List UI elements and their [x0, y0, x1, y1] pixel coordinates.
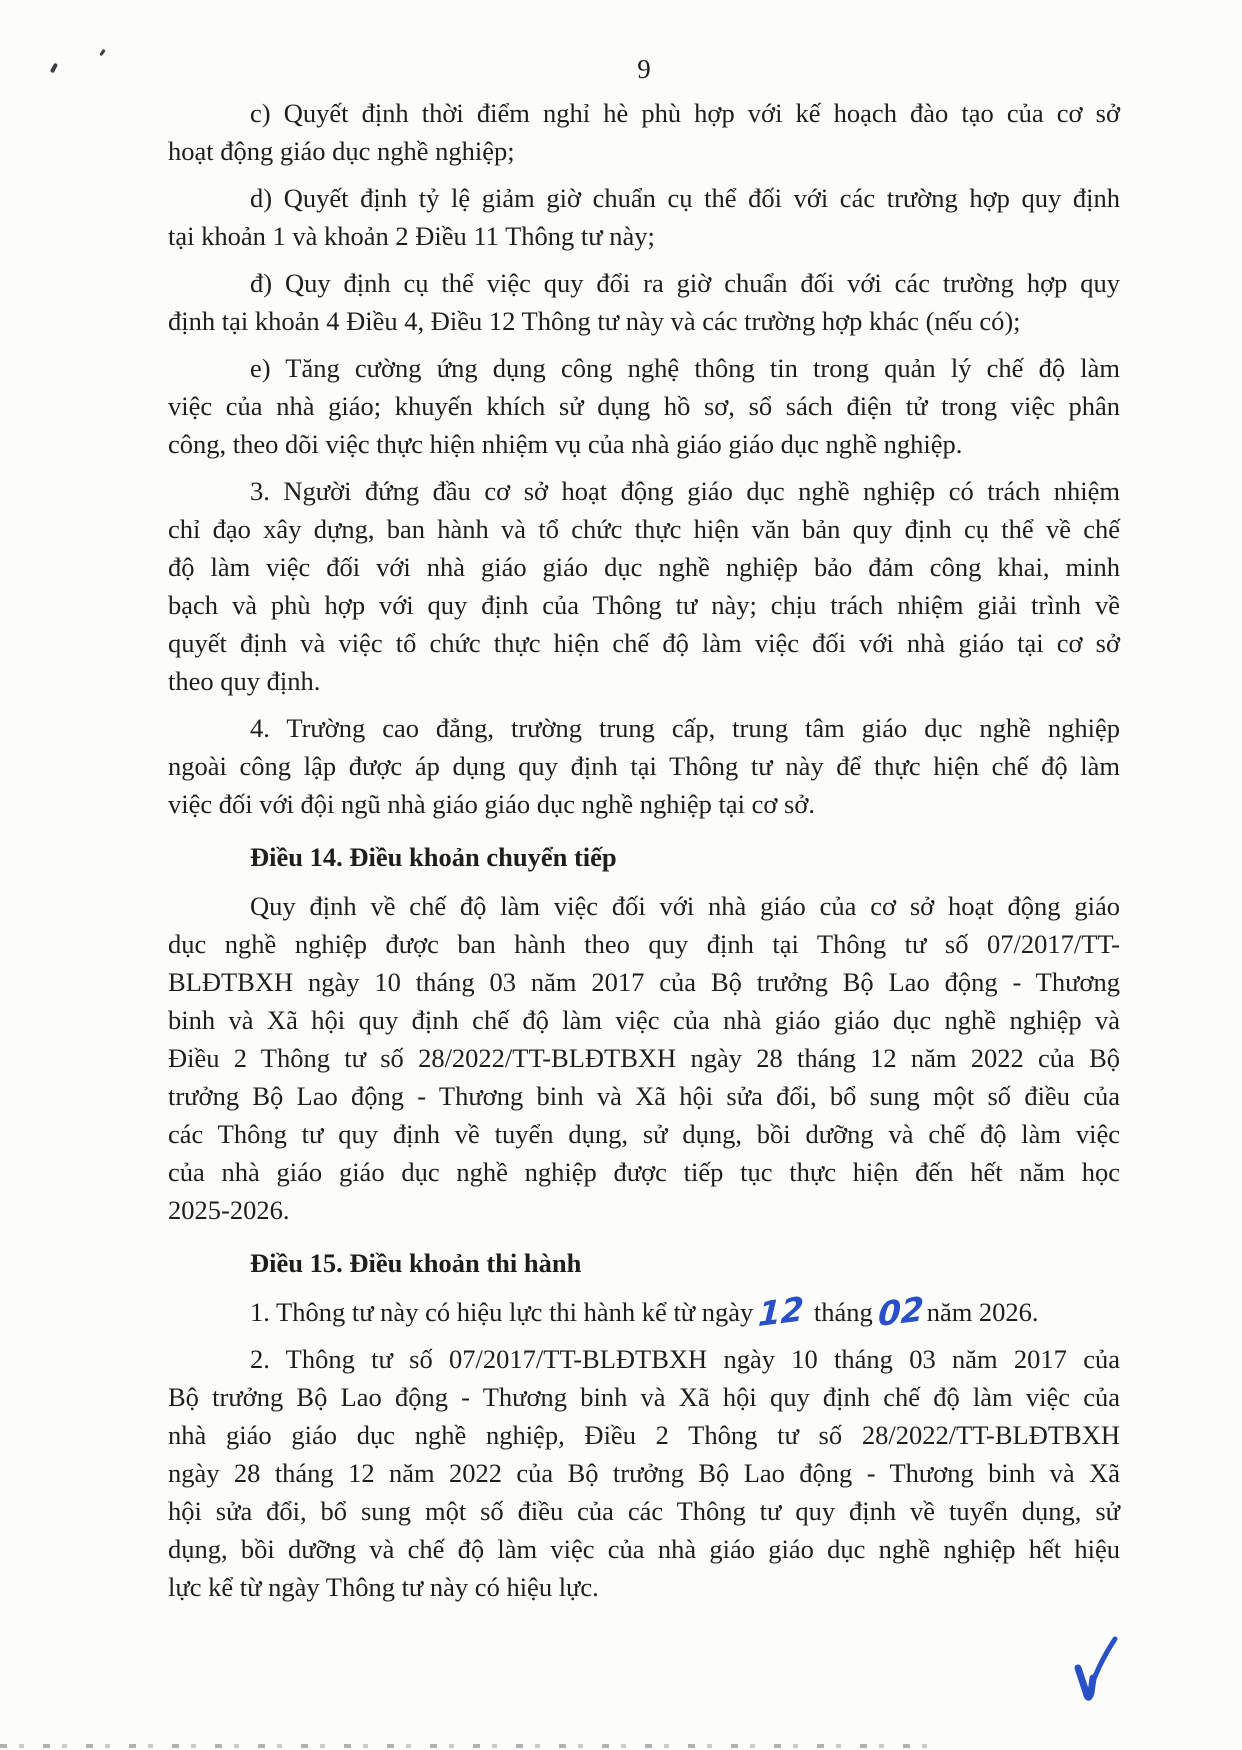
text-line: c) Quyết định thời điểm nghỉ hè phù hợp với kế hoạch đào tạo của cơ sở: [250, 98, 1120, 128]
text-line: dụng, bồi dưỡng và chế độ làm việc của nhà giáo giáo dục nghề nghiệp hết hiệu: [168, 1534, 1120, 1564]
text-line: 2025-2026.: [168, 1195, 290, 1225]
text-line: d) Quyết định tỷ lệ giảm giờ chuẩn cụ thể đối với các trường hợp quy định: [250, 183, 1120, 213]
text-line: quyết định và việc tổ chức thực hiện chế độ làm việc đối với nhà giáo tại cơ sở: [168, 628, 1120, 658]
text-line: chỉ đạo xây dựng, ban hành và tổ chức thực hiện văn bản quy định cụ thể về chế: [168, 514, 1120, 544]
text-segment: năm 2026.: [926, 1297, 1039, 1327]
text-line: việc đối với đội ngũ nhà giáo giáo dục nghề nghiệp tại cơ sở.: [168, 789, 815, 819]
text-line: Điều 2 Thông tư số 28/2022/TT-BLĐTBXH ngày 28 tháng 12 năm 2022 của Bộ: [168, 1043, 1120, 1073]
text-line: e) Tăng cường ứng dụng công nghệ thông tin trong quản lý chế độ làm: [250, 353, 1120, 383]
text-line: 4. Trường cao đẳng, trường trung cấp, trung tâm giáo dục nghề nghiệp: [250, 713, 1120, 743]
text-line: công, theo dõi việc thực hiện nhiệm vụ của nhà giáo giáo dục nghề nghiệp.: [168, 429, 963, 459]
text-line: bạch và phù hợp với quy định của Thông tư này; chịu trách nhiệm giải trình về: [168, 590, 1120, 620]
text-line: ngày 28 tháng 12 năm 2022 của Bộ trưởng Bộ Lao động - Thương binh và Xã: [168, 1458, 1120, 1488]
paragraph: [168, 349, 1120, 463]
paragraph: [168, 179, 1120, 255]
text-line: của nhà giáo giáo dục nghề nghiệp được tiếp tục thực hiện đến hết năm học: [168, 1157, 1120, 1187]
handwritten-month: 02: [876, 1288, 925, 1335]
text-line: định tại khoản 4 Điều 4, Điều 12 Thông tư này và các trường hợp khác (nếu có);: [168, 306, 1021, 336]
text-line: tại khoản 1 và khoản 2 Điều 11 Thông tư này;: [168, 221, 655, 251]
ink-speck: [50, 63, 58, 74]
text-line: Quy định về chế độ làm việc đối với nhà giáo của cơ sở hoạt động giáo: [250, 891, 1120, 921]
text-line: đ) Quy định cụ thể việc quy đổi ra giờ chuẩn đối với các trường hợp quy: [250, 268, 1120, 298]
handwritten-day: 12: [757, 1288, 806, 1335]
text-line: [168, 1288, 1120, 1335]
document-body: [168, 94, 1120, 1606]
handwritten-checkmark-icon: [1062, 1632, 1134, 1712]
text-line: trưởng Bộ Lao động - Thương binh và Xã hội sửa đổi, bổ sung một số điều của: [168, 1081, 1120, 1111]
text-line: BLĐTBXH ngày 10 tháng 03 năm 2017 của Bộ trưởng Bộ Lao động - Thương: [168, 967, 1120, 997]
article-heading: [168, 838, 1120, 876]
paragraph: [168, 1288, 1120, 1335]
paragraph: [168, 472, 1120, 700]
text-line: lực kể từ ngày Thông tư này có hiệu lực.: [168, 1572, 599, 1602]
text-line: 2. Thông tư số 07/2017/TT-BLĐTBXH ngày 10 tháng 03 năm 2017 của: [250, 1344, 1120, 1374]
text-line: các Thông tư quy định về tuyển dụng, sử dụng, bồi dưỡng và chế độ làm việc: [168, 1119, 1120, 1149]
paragraph: [168, 1340, 1120, 1606]
paragraph: [168, 887, 1120, 1229]
text-line: Điều 15. Điều khoản thi hành: [250, 1248, 582, 1278]
paragraph: [168, 709, 1120, 823]
ink-speck: [99, 49, 105, 56]
text-line: hội sửa đổi, bổ sung một số điều của các Thông tư quy định về tuyển dụng, sử: [168, 1496, 1120, 1526]
paragraph: [168, 94, 1120, 170]
text-line: Điều 14. Điều khoản chuyển tiếp: [250, 842, 617, 872]
text-line: theo quy định.: [168, 666, 321, 696]
page-number: 9: [637, 54, 651, 84]
paragraph: [168, 264, 1120, 340]
text-line: độ làm việc đối với nhà giáo giáo dục nghề nghiệp bảo đảm công khai, minh: [168, 552, 1120, 582]
text-line: dục nghề nghiệp được ban hành theo quy định tại Thông tư số 07/2017/TT-: [168, 929, 1120, 959]
text-line: việc của nhà giáo; khuyến khích sử dụng hồ sơ, sổ sách điện tử trong việc phân: [168, 391, 1120, 421]
text-segment: 1. Thông tư này có hiệu lực thi hành kể từ ngày: [250, 1297, 754, 1327]
text-line: Bộ trưởng Bộ Lao động - Thương binh và Xã hội quy định chế độ làm việc của: [168, 1382, 1120, 1412]
text-segment: tháng: [807, 1297, 873, 1327]
text-line: hoạt động giáo dục nghề nghiệp;: [168, 136, 515, 166]
article-heading: [168, 1244, 1120, 1282]
text-line: ngoài công lập được áp dụng quy định tại Thông tư này để thực hiện chế độ làm: [168, 751, 1120, 781]
text-line: nhà giáo giáo dục nghề nghiệp, Điều 2 Thông tư số 28/2022/TT-BLĐTBXH: [168, 1420, 1120, 1450]
text-line: binh và Xã hội quy định chế độ làm việc của nhà giáo giáo dục nghề nghiệp và: [168, 1005, 1120, 1035]
text-line: 3. Người đứng đầu cơ sở hoạt động giáo dục nghề nghiệp có trách nhiệm: [250, 476, 1120, 506]
scanner-edge-artifact: [0, 1744, 930, 1748]
